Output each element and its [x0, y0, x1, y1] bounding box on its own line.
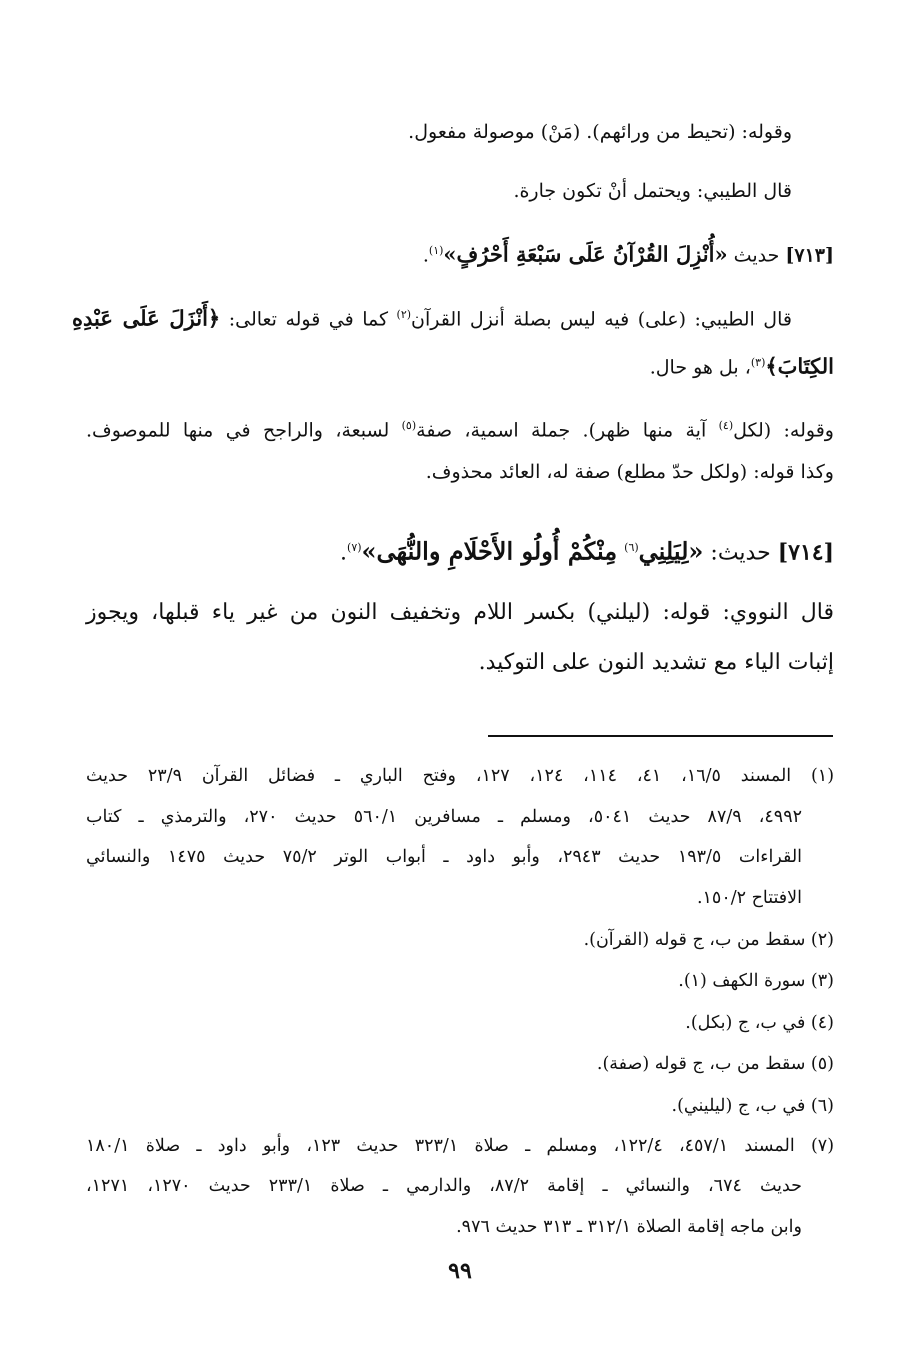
footnote-1-line-4: الافتتاح ١٥٠/٢.	[696, 888, 802, 908]
hadith-number: [٧١٣]	[785, 244, 834, 267]
footnote-ref: (٤)	[718, 419, 734, 432]
body-para-2-line-1	[86, 411, 834, 445]
footnote-ref: (٧)	[347, 541, 362, 554]
hadith-number: [٧١٤]	[777, 539, 834, 566]
quran-quote: ﴿أَنْزَلَ عَلَى عَبْدِهِ	[72, 305, 221, 331]
para-text: ، بل هو حال.	[649, 356, 751, 379]
body-line-1: وقوله: (تحيط من ورائهم). (مَنْ) موصولة مفعول.	[408, 121, 792, 143]
footnote-7-line-1: (٧) المسند ٤٥٧/١، ١٢٢/٤، ومسلم ـ صلاة ٣٢٣/١ حديث ١٢٣، وأبو داود ـ صلاة ١٨٠/١	[86, 1136, 835, 1156]
footnote-1-line-3: القراءات ١٩٣/٥ حديث ٢٩٤٣، وأبو داود ـ أبواب الوتر ٧٥/٢ حديث ١٤٧٥ والنسائي	[86, 847, 803, 867]
footnote-ref: (٦)	[624, 541, 639, 554]
footnote-ref: (٥)	[401, 419, 417, 432]
footnote-divider	[488, 735, 833, 737]
hadith-714-heading	[340, 533, 834, 568]
sentence-end: .	[422, 244, 429, 267]
hadith-quote: «أُنْزِلَ القُرْآنُ عَلَى سَبْعَةِ أَحْرُفٍ»	[443, 241, 728, 267]
para-text: قال الطيبي: (على) فيه ليس بصلة أنزل القرآن	[411, 308, 792, 331]
body-para-1-line-2	[650, 348, 834, 382]
footnote-3: (٣) سورة الكهف (١).	[678, 971, 834, 991]
hadith-quote: «لِيَلِنِي	[638, 536, 704, 566]
body-para-3-line-2: إثبات الياء مع تشديد النون على التوكيد.	[478, 650, 834, 675]
para-text: وقوله: (لكل	[733, 419, 834, 442]
body-para-1-line-1	[72, 300, 792, 334]
footnote-ref: (٣)	[750, 356, 766, 369]
footnote-7-line-2: حديث ٦٧٤، والنسائي ـ إقامة ٨٧/٢، والدارمي ـ صلاة ٢٣٣/١ حديث ١٢٧٠، ١٢٧١،	[86, 1176, 802, 1196]
hadith-word: حديث	[733, 244, 780, 267]
footnote-1-line-1: (١) المسند ١٦/٥، ٤١، ١١٤، ١٢٤، ١٢٧، وفتح الباري ـ فضائل القرآن ٢٣/٩ حديث	[86, 766, 835, 786]
footnote-6: (٦) في ب، ج (ليليني).	[671, 1096, 834, 1116]
footnote-1-line-2: ٤٩٩٢، ٨٧/٩ حديث ٥٠٤١، ومسلم ـ مسافرين ٥٦٠/١ حديث ٢٧٠، والترمذي ـ كتاب	[86, 807, 802, 827]
footnote-4: (٤) في ب، ج (بكل).	[685, 1013, 834, 1033]
para-text: لسبعة، والراجح في منها للموصوف.	[86, 419, 390, 442]
para-text: آية منها ظهر). جملة اسمية، صفة	[416, 419, 707, 442]
footnote-ref: (١)	[428, 244, 444, 257]
hadith-quote: مِنْكُمْ أُولُو الأَحْلَامِ والنُّهَى»	[361, 536, 618, 566]
para-text: كما في قوله تعالى:	[228, 308, 389, 331]
body-para-2-line-2: وكذا قوله: (ولكل حدّ مطلع) صفة له، العائد محذوف.	[425, 461, 834, 483]
hadith-713-heading	[423, 236, 834, 270]
quran-quote: الكِتَابَ﴾	[765, 353, 834, 379]
footnote-2: (٢) سقط من ب، ج قوله (القرآن).	[583, 930, 834, 950]
footnote-ref: (٢)	[396, 308, 412, 321]
footnote-7-line-3: وابن ماجه إقامة الصلاة ٣١٢/١ ـ ٣١٣ حديث ٩٧٦.	[456, 1217, 802, 1237]
body-para-3-line-1: قال النووي: قوله: (ليلني) بكسر اللام وتخفيف النون من غير ياء قبلها، ويجوز	[86, 600, 834, 625]
footnote-5: (٥) سقط من ب، ج قوله (صفة).	[596, 1054, 834, 1074]
body-line-2: قال الطيبي: ويحتمل أنْ تكون جارة.	[513, 180, 792, 202]
sentence-end: .	[340, 540, 348, 566]
hadith-word: حديث:	[710, 540, 771, 566]
page-number: ٩٩	[448, 1258, 472, 1284]
